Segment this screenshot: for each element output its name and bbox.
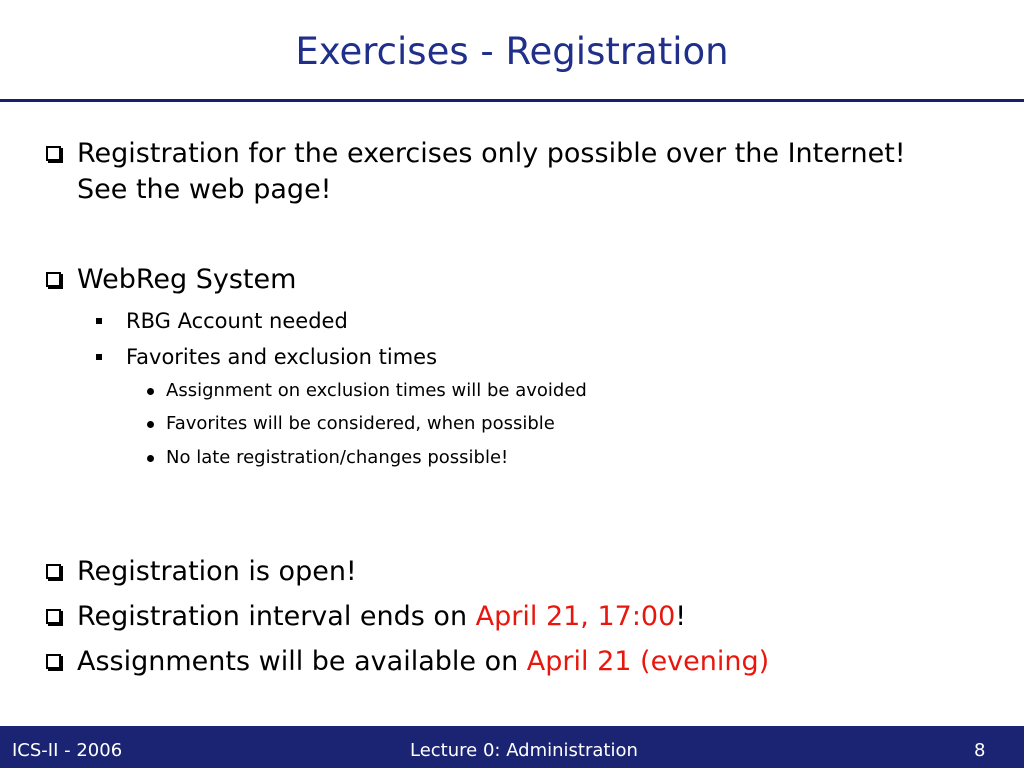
bullet-text [77,599,686,635]
subbullet-text: Favorites and exclusion times [126,345,438,369]
bullet-text-prefix: Registration interval ends on [77,601,476,632]
checkbox-bullet-icon [46,564,61,579]
subsubbullet-late-registration [147,446,508,470]
subbullet-text: RBG Account needed [126,309,348,333]
deadline-highlight: April 21, 17:00 [475,601,676,632]
subsubbullet-text: No late registration/changes possible! [166,447,509,468]
square-bullet-icon [96,354,102,360]
checkbox-bullet-icon [46,654,61,669]
footer-course: ICS-II - 2006 [12,740,123,761]
bullet-registration-open [46,554,946,590]
title-divider [0,99,1024,102]
bullet-text [77,644,769,680]
subbullet-rbg-account [96,307,348,335]
dot-bullet-icon [147,455,154,462]
date-highlight: April 21 (evening) [526,646,770,677]
bullet-text: Registration is open! [77,556,357,587]
bullet-text: Registration for the exercises only possible over the Internet! See the web page! [77,138,906,205]
dot-bullet-icon [147,421,154,428]
subbullet-favorites [96,343,437,371]
checkbox-bullet-icon [46,272,61,287]
footer-lecture: Lecture 0: Administration [410,740,638,761]
checkbox-bullet-icon [46,609,61,624]
subsubbullet-exclusion [147,379,587,403]
bullet-webreg [46,262,946,298]
subsubbullet-text: Assignment on exclusion times will be avoided [166,380,587,401]
slide-title: Exercises - Registration [295,30,729,73]
subsubbullet-favorites [147,412,555,436]
bullet-registration-ends [46,599,946,635]
bullet-assignments-available [46,644,946,680]
bullet-text: WebReg System [77,264,297,295]
square-bullet-icon [96,318,102,324]
subsubbullet-text: Favorites will be considered, when possible [166,413,555,434]
page-number: 8 [974,740,986,761]
checkbox-bullet-icon [46,146,61,161]
bullet-text-prefix: Assignments will be available on [77,646,527,677]
slide-footer [0,726,1024,768]
bullet-text-suffix: ! [675,601,687,632]
bullet-registration-internet [46,136,946,208]
dot-bullet-icon [147,388,154,395]
